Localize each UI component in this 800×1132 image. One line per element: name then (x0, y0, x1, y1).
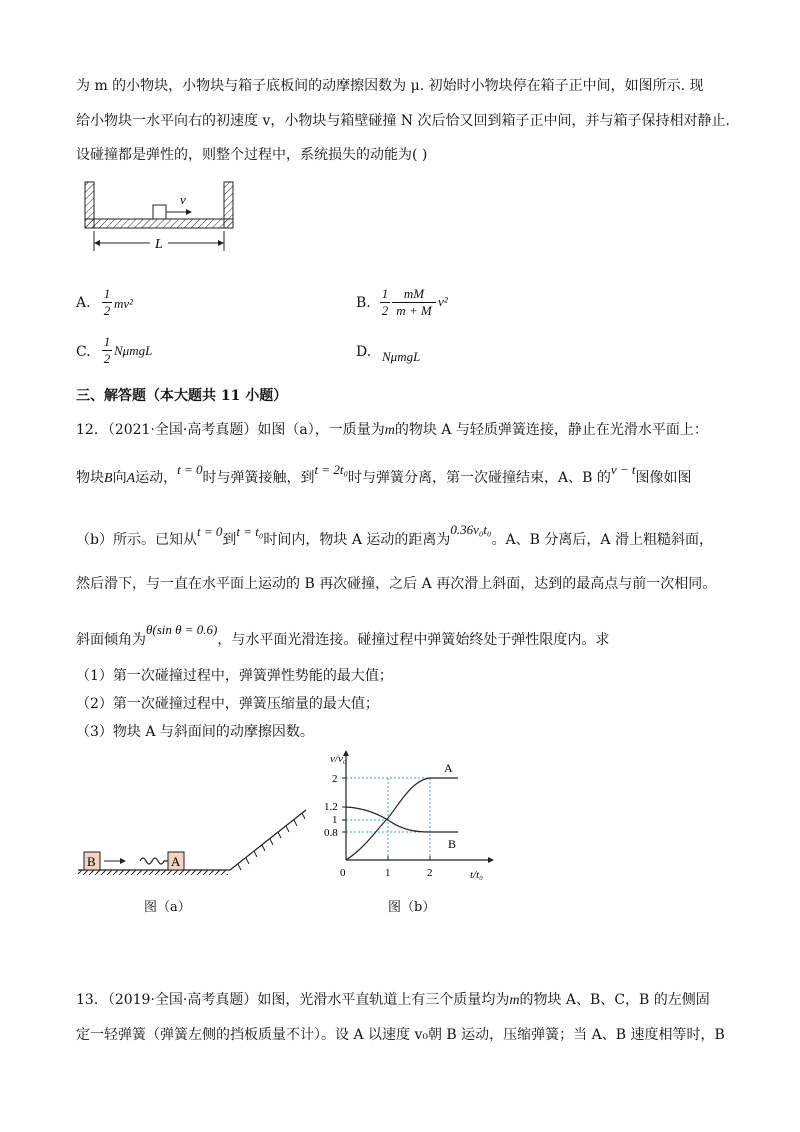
option-c-frac: $\frac{1}{2}$ (103, 334, 111, 366)
figure-b-caption: 图（b） (388, 900, 436, 915)
q12-line-1: 12．（2021·全国·高考真题）如图（a），一质量为m的物块 A 与轻质弹簧连接，静止在光滑水平面上： (76, 422, 708, 438)
option-b-frac-2: $\frac{mM}{m + M}$ (392, 286, 436, 319)
option-b-tail: v² (438, 294, 448, 309)
q13-line-2: 定一轻弹簧（弹簧左侧的挡板质量不计）。设 A 以速度 v₀朝 B 运动，压缩弹簧；当 A、B 速度相等时，B (76, 1027, 725, 1043)
curve-a (346, 778, 458, 860)
y-tick-0-8: 0.8 (324, 827, 338, 839)
length-label: L (155, 237, 163, 252)
x-tick-1: 1 (385, 867, 391, 879)
y-tick-1-2: 1.2 (324, 801, 338, 813)
q11-line-2: 给小物块一水平向右的初速度 v，小物块与箱壁碰撞 N 次后恰又回到箱子正中间，并与箱子保持相对静止. (76, 113, 730, 129)
q12-sub-2: （2）第一次碰撞过程中，弹簧压缩量的最大值； (76, 696, 379, 712)
block-b-label: B (87, 854, 96, 869)
figure-b (320, 748, 500, 892)
q13-line-1: 13．（2019·全国·高考真题）如图，光滑水平直轨道上有三个质量均为m的物块 A、B、C，B 的左侧固 (76, 992, 710, 1008)
option-a-label: A. (76, 295, 91, 311)
figure-a (78, 790, 308, 894)
small-block (153, 205, 166, 219)
spring (140, 858, 168, 864)
q11-line-3: 设碰撞都是弹性的，则整个过程中，系统损失的动能为( ) (76, 147, 428, 163)
option-c-label: C. (76, 344, 91, 360)
y-axis-label: v/v₀ (330, 753, 347, 765)
curve-a-label: A (444, 761, 453, 775)
x-tick-0: 0 (340, 867, 346, 879)
x-axis-label: t/t₀ (470, 869, 483, 881)
q12-sub-1: （1）第一次碰撞过程中，弹簧弹性势能的最大值； (76, 668, 393, 684)
y-tick-2: 2 (332, 773, 338, 785)
q12-sub-3: （3）物块 A 与斜面间的动摩擦因数。 (76, 724, 314, 740)
option-d-tail: NμmgL (382, 349, 421, 364)
q12-line-5: 斜面倾角为θ(sin θ = 0.6)，与水平面光滑连接。碰撞过程中弹簧始终处于弹性限度内。求 (76, 622, 610, 648)
q12-line-2: 物块B向A运动，t = 0时与弹簧接触，到t = 2t₀时与弹簧分离，第一次碰撞结束，A、B 的v − t图像如图 (76, 462, 692, 486)
block-a-label: A (171, 854, 181, 869)
option-c-tail: NμmgL (114, 343, 153, 358)
velocity-label: v (180, 192, 186, 207)
figure-a-caption: 图（a） (144, 900, 191, 915)
q11-line-1: 为 m 的小物块，小物块与箱子底板间的动摩擦因数为 μ. 初始时小物块停在箱子正中间，如图所示. 现 (76, 78, 704, 94)
option-a-frac: $\frac{1}{2}$ (103, 286, 111, 318)
option-b-frac-1: $\frac{1}{2}$ (381, 286, 389, 318)
q11-box-figure (80, 176, 240, 260)
q12-line-4: 然后滑下，与一直在水平面上运动的 B 再次碰撞，之后 A 再次滑上斜面，达到的最高点与前一次相同。 (76, 576, 717, 592)
curve-b-label: B (448, 837, 457, 851)
section-title: 三、解答题（本大题共 11 小题） (76, 388, 288, 404)
q12-line-3: （b）所示。已知从t = 0到t = t₀时间内，物块 A 运动的距离为0.36v₀t₀。A、B 分离后，A 滑上粗糙斜面， (76, 522, 713, 548)
option-d-label: D. (356, 344, 372, 360)
y-tick-1: 1 (332, 814, 338, 826)
option-a-tail: mv² (114, 296, 134, 311)
option-b-label: B. (356, 295, 371, 311)
x-tick-2: 2 (427, 867, 433, 879)
